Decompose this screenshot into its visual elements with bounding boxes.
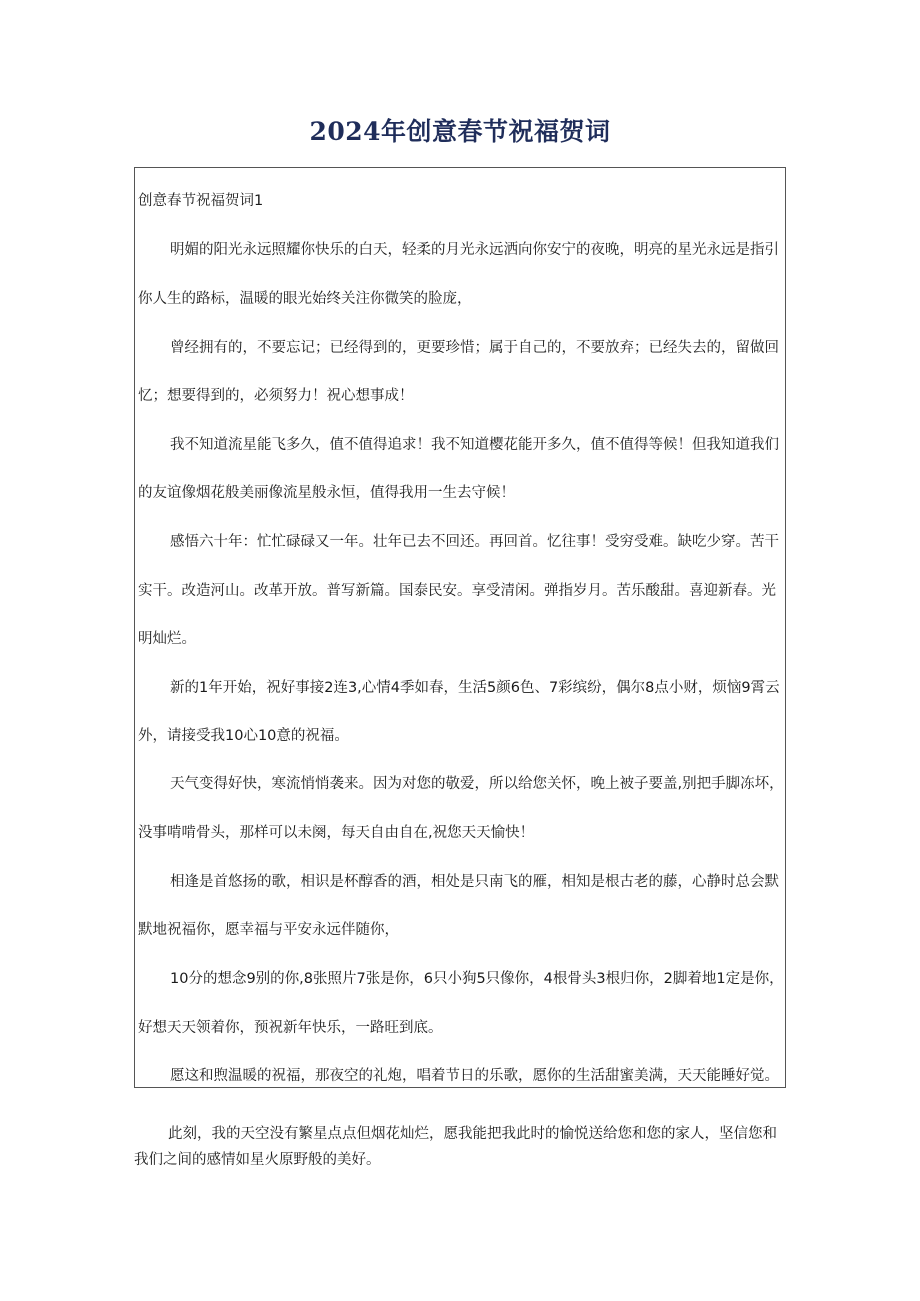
paragraph-line: 的友谊像烟花般美丽像流星般永恒，值得我用一生去守候！ (138, 485, 515, 501)
paragraph-line: 天气变得好快，寒流悄悄袭来。因为对您的敬爱，所以给您关怀，晚上被子要盖,别把手脚冻坏， (170, 776, 784, 792)
paragraph-line: 实干。改造河山。改革开放。普写新篇。国泰民安。享受清闲。弹指岁月。苦乐酸甜。喜迎新春。光 (138, 583, 776, 599)
greetings-box (134, 167, 786, 1088)
paragraph-line: 明灿烂。 (138, 631, 196, 647)
closing-line: 我们之间的感情如星火原野般的美好。 (134, 1152, 381, 1168)
paragraph-line: 感悟六十年：忙忙碌碌又一年。壮年已去不回还。再回首。忆往事！受穷受难。缺吃少穿。苦干 (170, 534, 779, 550)
paragraph-line: 没事啃啃骨头，那样可以未阕，每天自由自在,祝您天天愉快！ (138, 825, 535, 841)
paragraph-line: 明媚的阳光永远照耀你快乐的白天，轻柔的月光永远洒向你安宁的夜晚，明亮的星光永远是指引 (170, 242, 779, 258)
paragraph-line: 我不知道流星能飞多久，值不值得追求！我不知道樱花能开多久，值不值得等候！但我知道我们 (170, 437, 779, 453)
section-heading: 创意春节祝福贺词1 (138, 193, 264, 209)
paragraph-line: 默地祝福你，愿幸福与平安永远伴随你， (138, 922, 399, 938)
paragraph-line: 你人生的路标，温暖的眼光始终关注你微笑的脸庞， (138, 291, 472, 307)
paragraph-line: 忆；想要得到的，必须努力！祝心想事成！ (138, 388, 414, 404)
paragraph-line: 新的1年开始，祝好事接2连3,心情4季如春，生活5颜6色、7彩缤纷，偶尔8点小财，烦恼9霄云 (170, 680, 780, 696)
closing-line: 此刻，我的天空没有繁星点点但烟花灿烂，愿我能把我此时的愉悦送给您和您的家人，坚信您和 (168, 1126, 777, 1142)
paragraph-line: 曾经拥有的，不要忘记；已经得到的，更要珍惜；属于自己的，不要放弃；已经失去的，留做回 (170, 340, 779, 356)
page-title: 2024年创意春节祝福贺词 (309, 117, 611, 146)
paragraph-line: 10分的想念9别的你,8张照片7张是你，6只小狗5只像你，4根骨头3根归你，2脚着地1定是你， (170, 971, 784, 987)
paragraph-line: 愿这和煦温暖的祝福，那夜空的礼炮，唱着节日的乐歌，愿你的生活甜蜜美满，天天能睡好觉。 (170, 1068, 779, 1084)
paragraph-line: 好想天天领着你，预祝新年快乐，一路旺到底。 (138, 1020, 443, 1036)
paragraph-line: 外，请接受我10心10意的祝福。 (138, 728, 349, 744)
paragraph-line: 相逢是首悠扬的歌，相识是杯醇香的酒，相处是只南飞的雁，相知是根古老的藤，心静时总会默 (170, 874, 779, 890)
